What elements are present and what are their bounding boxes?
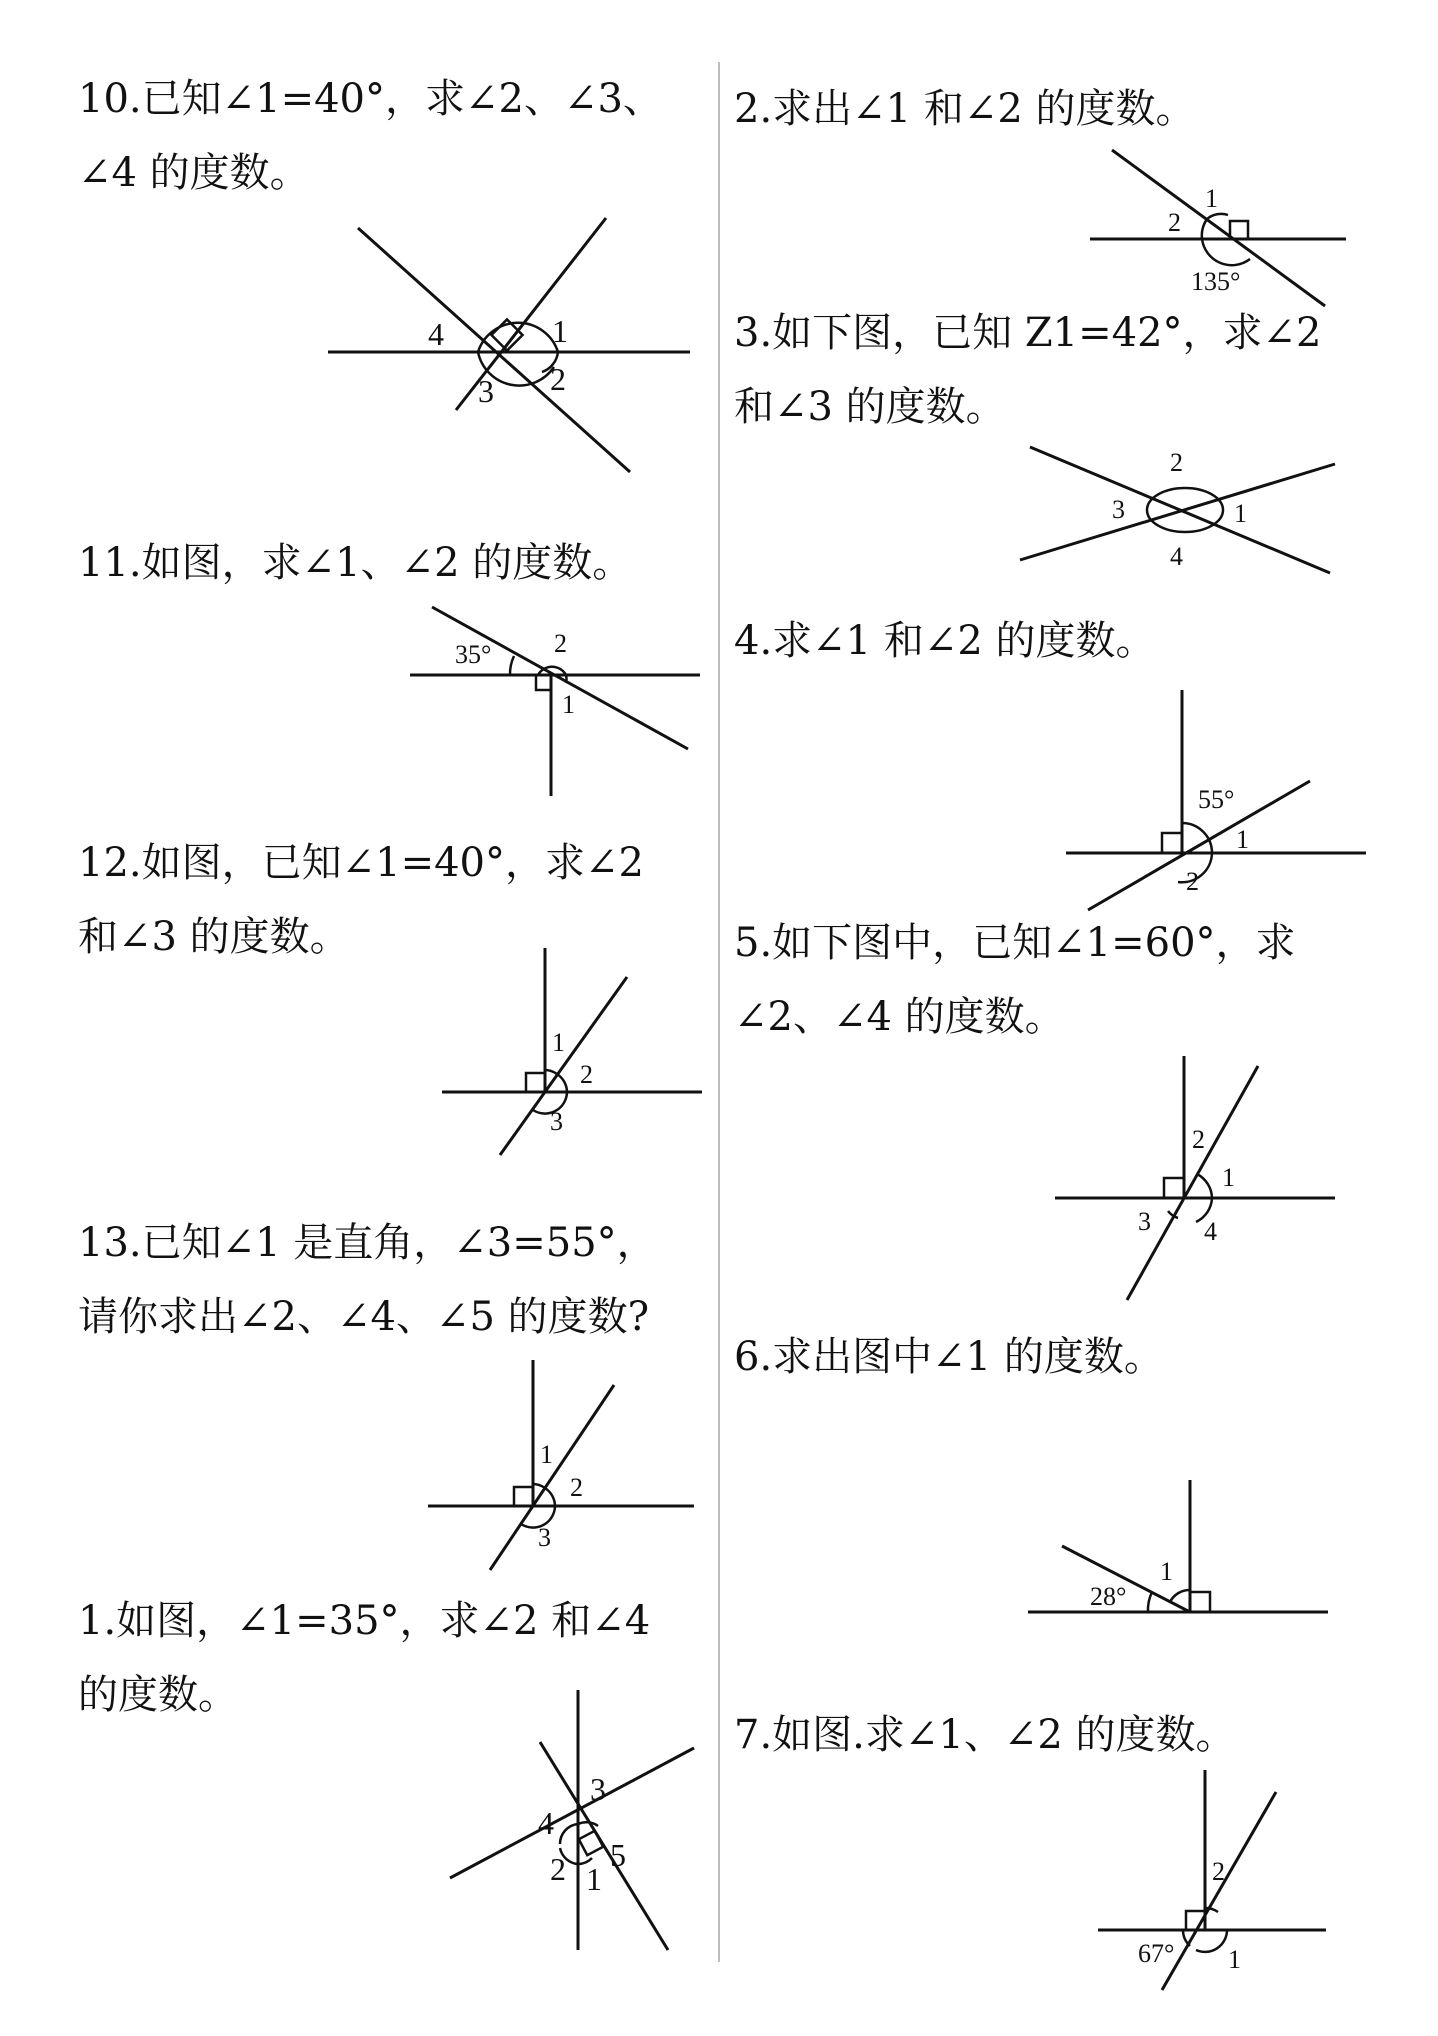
q5-label-2: 2	[1192, 1125, 1205, 1154]
q3-label-2: 2	[1170, 448, 1183, 477]
q6-label-1: 1	[1160, 1557, 1173, 1586]
q1-label-3: 3	[590, 1771, 606, 1807]
q1-label-2: 2	[550, 1851, 566, 1887]
q12-label-2: 2	[580, 1060, 593, 1089]
q1-label-4: 4	[538, 1805, 554, 1841]
q10-label-1: 1	[552, 313, 568, 349]
question-12-line-2: 和∠3 的度数。	[78, 914, 350, 960]
q10-label-2: 2	[550, 361, 566, 397]
q5-label-1: 1	[1222, 1163, 1235, 1192]
question-5-line-2: ∠2、∠4 的度数。	[734, 994, 1065, 1040]
q7-label-2: 2	[1212, 1857, 1225, 1886]
question-11-line-1: 11.如图，求∠1、∠2 的度数。	[78, 540, 633, 586]
q10-label-4: 4	[428, 316, 444, 352]
question-7-line-1: 7.如图.求∠1、∠2 的度数。	[734, 1712, 1236, 1758]
q3-label-3: 3	[1112, 495, 1125, 524]
q10-label-3: 3	[478, 373, 494, 409]
question-13-line-2: 请你求出∠2、∠4、∠5 的度数?	[78, 1294, 650, 1340]
q7-label-1: 1	[1228, 1945, 1241, 1974]
question-4-line-1: 4.求∠1 和∠2 的度数。	[734, 618, 1156, 664]
question-13-line-1: 13.已知∠1 是直角，∠3=55°，	[78, 1220, 657, 1266]
q12-label-3: 3	[550, 1107, 563, 1136]
q11-label-2: 2	[554, 629, 567, 658]
question-3-line-1: 3.如下图，已知 Z1=42°，求∠2	[734, 310, 1322, 356]
q13-label-1: 1	[540, 1440, 553, 1469]
question-5-line-1: 5.如下图中，已知∠1=60°，求	[734, 920, 1296, 966]
question-1-line-1: 1.如图，∠1=35°，求∠2 和∠4	[78, 1598, 651, 1644]
question-2-line-1: 2.求出∠1 和∠2 的度数。	[734, 86, 1196, 132]
q6-label-28: 28°	[1090, 1582, 1127, 1611]
q2-label-1: 1	[1205, 184, 1218, 213]
question-6-line-1: 6.求出图中∠1 的度数。	[734, 1334, 1164, 1380]
question-12-line-1: 12.如图，已知∠1=40°，求∠2	[78, 840, 644, 886]
q2-label-2: 2	[1168, 208, 1181, 237]
question-3-line-2: 和∠3 的度数。	[734, 384, 1006, 430]
q13-label-2: 2	[570, 1473, 583, 1502]
q4-label-2: 2	[1186, 867, 1199, 896]
q11-label-1: 1	[562, 690, 575, 719]
question-10-line-2: ∠4 的度数。	[78, 150, 310, 196]
q5-label-3: 3	[1138, 1207, 1151, 1236]
question-10-line-1: 10.已知∠1=40°，求∠2、∠3、	[78, 76, 663, 122]
q5-label-4: 4	[1204, 1217, 1217, 1246]
q3-label-4: 4	[1170, 542, 1183, 571]
q13-label-3: 3	[538, 1523, 551, 1552]
q1-label-5: 5	[610, 1837, 626, 1873]
q2-label-135: 135°	[1191, 267, 1241, 296]
q4-label-55: 55°	[1198, 785, 1235, 814]
q12-label-1: 1	[552, 1028, 565, 1057]
q7-label-67: 67°	[1138, 1939, 1175, 1968]
q3-label-1: 1	[1234, 499, 1247, 528]
q11-label-35: 35°	[455, 640, 492, 669]
q1-label-1: 1	[586, 1861, 602, 1897]
q4-label-1: 1	[1236, 825, 1249, 854]
question-1-line-2: 的度数。	[78, 1672, 238, 1718]
